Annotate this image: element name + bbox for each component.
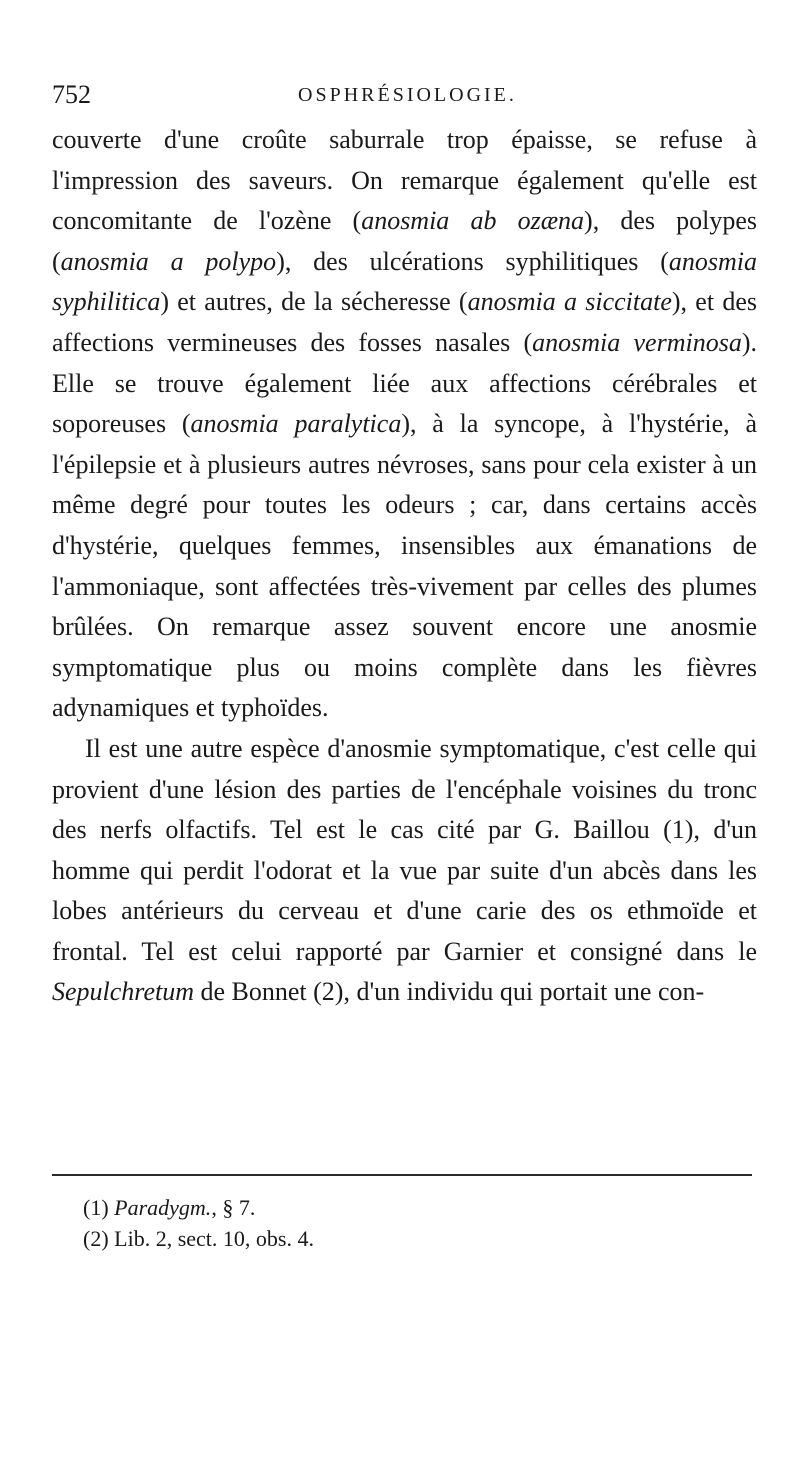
page-number: 752 <box>52 80 91 109</box>
footnote-1: (1) Paradygm., § 7. <box>83 1195 256 1220</box>
latin-term: anosmia verminosa <box>532 327 742 357</box>
paragraph-2: Il est une autre espèce d'anosmie symptomatique, c'est celle qui provient d'une lésion des parties de l'encéphale voisines du tronc des nerfs olfactifs. Tel est le cas cité par G. Baillou (1), d'un homme qui perdit l'odorat et la vue par suite d'un abcès dans les lobes antérieurs du cerveau et d'une carie des os ethmoïde et frontal. Tel est celui rapporté par Garnier et consigné dans le Sepulchretum de Bonnet (2), d'un individu qui portait une con- <box>52 733 757 1007</box>
latin-term: anosmia paralytica <box>190 409 402 439</box>
footnote-rule <box>52 1174 752 1176</box>
latin-term: anosmia ab ozæna <box>361 206 585 236</box>
page-header <box>52 80 752 120</box>
paragraph-1: couverte d'une croûte saburrale trop épaisse, se refuse à l'impression des saveurs. On remarque également qu'elle est concomitante de l'ozène (anosmia ab ozæna), des polypes (anosmia a polypo), des ulcérations syphilitiques (anosmia syphilitica) et autres, de la sécheresse (anosmia a siccitate), et des affections vermineuses des fosses nasales (anosmia verminosa). Elle se trouve également liée aux affections cérébrales et soporeuses (anosmia paralytica), à la syncope, à l'hystérie, à l'épilepsie et à plusieurs autres névroses, sans pour cela exister à un même degré pour toutes les odeurs ; car, dans certains accès d'hystérie, quelques femmes, insensibles aux émanations de l'ammoniaque, sont affectées très-vivement par celles des plumes brûlées. On remarque assez souvent encore une anosmie symptomatique plus ou moins complète dans les fièvres adynamiques et typhoïdes. <box>52 125 758 723</box>
latin-term: anosmia syphilitica <box>52 246 757 317</box>
book-title: Sepulchretum <box>52 977 194 1007</box>
footnotes <box>83 1192 733 1254</box>
latin-term: anosmia a siccitate <box>467 287 672 317</box>
body-text <box>52 120 757 1013</box>
running-title: OSPHRÉSIOLOGIE. <box>298 84 517 106</box>
latin-term: anosmia a polypo <box>60 246 277 276</box>
footnote-2: (2) Lib. 2, sect. 10, obs. 4. <box>83 1226 314 1251</box>
